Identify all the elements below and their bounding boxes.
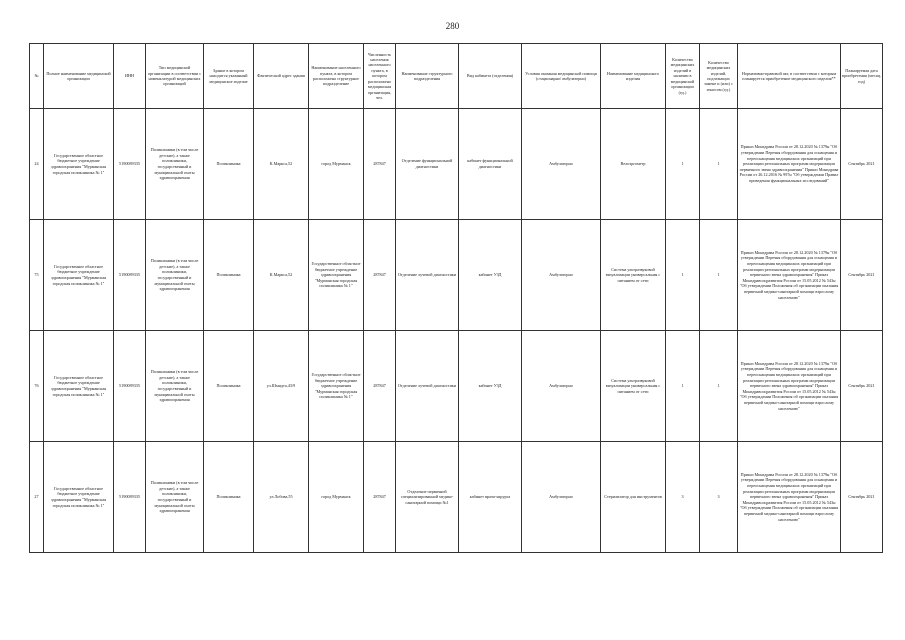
- org-name: Государственное областное бюджетное учреждение здравоохранения "Мурманская городская поликлиника № 1": [44, 442, 114, 553]
- population: 287847: [364, 109, 396, 220]
- inn: 5190089335: [114, 331, 146, 442]
- inn: 5190089335: [114, 109, 146, 220]
- normative-act: Приказ Минздрава России от 28.12.2020 № 1379н "Об утверждении Перечня оборудования для оснащения и переоснащения медицинских организаций при реализации региональных программ модернизации первичного звена здравоохранения" Приказ Минздравсоцразвития России от 15.05.2012 № 543н "Об утверждении Положения об организации оказания первичной медико-санитарной помощи взрослому населению": [738, 220, 841, 331]
- table-row: [30, 331, 883, 442]
- address: К.Маркса,52: [254, 220, 309, 331]
- header-row: [30, 44, 883, 109]
- normative-act: Приказ Минздрава России от 28.12.2020 № 1379н "Об утверждении Перечня оборудования для оснащения и переоснащения медицинских организаций при реализации региональных программ модернизации первичного звена здравоохранения" Приказ Минздравсоцразвития России от 15.05.2012 № 543н "Об утверждении Положения об организации оказания первичной медико-санитарной помощи взрослому населению": [738, 331, 841, 442]
- device-name: Система ультразвуковой визуализации универсальная с питанием от сети: [601, 220, 666, 331]
- inn: 5190089335: [114, 442, 146, 553]
- room-type: кабинет функциональной диагностики: [459, 109, 522, 220]
- header-cell: Наименование медицинского изделия: [601, 44, 666, 109]
- header-cell: Количество медицинских изделий в наличии в медицинской организации (ед.): [666, 44, 700, 109]
- header-cell: Тип медицинской организации в соответствии с номенклатурой медицинских организаций: [146, 44, 204, 109]
- population: 287847: [364, 220, 396, 331]
- row-number: 75: [30, 220, 44, 331]
- population: 287847: [364, 442, 396, 553]
- room-type: кабинет УЗД: [459, 220, 522, 331]
- room-type: кабинет врача-хирурга: [459, 442, 522, 553]
- device-name: Система ультразвуковой визуализации универсальная с питанием от сети: [601, 331, 666, 442]
- locality: город Мурманск: [309, 109, 364, 220]
- building: Поликлиника: [204, 220, 254, 331]
- unit: Отделение первичной специализированной медико-санитарной помощи №1: [396, 442, 459, 553]
- header-cell: Вид кабинета (отделения): [459, 44, 522, 109]
- conditions: Амбулаторно: [522, 220, 601, 331]
- locality: Государственное областное бюджетное учреждение здравоохранения "Мурманская городская поликлиника № 1": [309, 220, 364, 331]
- org-name: Государственное областное бюджетное учреждение здравоохранения "Мурманская городская поликлиника № 1": [44, 109, 114, 220]
- conditions: Амбулаторно: [522, 109, 601, 220]
- address: ул.Лобова,55: [254, 442, 309, 553]
- header-cell: Нормативно-правовой акт, в соответствии с которым планируется приобретение медицинского изделия**: [738, 44, 841, 109]
- header-cell: Наименование структурного подразделения: [396, 44, 459, 109]
- header-cell: Здание в котором находится указанный медицинское изделие: [204, 44, 254, 109]
- org-type: Поликлиники (в том числе детские), а также поликлиники, государственный и муниципальной охоты здравоохранения: [146, 220, 204, 331]
- header-cell: Полное наименование медицинской организации: [44, 44, 114, 109]
- replace-quantity: 1: [700, 331, 738, 442]
- unit: Отделение функциональной диагностики: [396, 109, 459, 220]
- normative-act: Приказ Минздрава России от 28.12.2020 № 1379н "Об утверждении Перечня оборудования для оснащения и переоснащения медицинских организаций при реализации региональных программ модернизации первичного звена здравоохранения" Приказ Минздравсоцразвития России от 15.05.2012 № 543н "Об утверждении Положения об организации оказания первичной медико-санитарной помощи взрослому населению": [738, 442, 841, 553]
- org-type: Поликлиники (в том числе детские), а также поликлиники, государственный и муниципальной охоты здравоохранения: [146, 442, 204, 553]
- room-type: кабинет УЗД: [459, 331, 522, 442]
- inn: 5190089335: [114, 220, 146, 331]
- normative-act: Приказ Минздрава России от 28.12.2020 № 1379н "Об утверждении Перечня оборудования для оснащения и переоснащения медицинских организаций при реализации региональных программ модернизации первичного звена здравоохранения" Приказ Минздрава России от 26.12.2016 № 997н "Об утверждении Правил проведения функциональных исследований": [738, 109, 841, 220]
- row-number: 24: [30, 109, 44, 220]
- device-name: Стерилизатор для инструментов: [601, 442, 666, 553]
- unit: Отделение лучевой диагностики: [396, 220, 459, 331]
- building: Поликлиника: [204, 331, 254, 442]
- header-cell: ИНН: [114, 44, 146, 109]
- header-cell: Фактический адрес здания: [254, 44, 309, 109]
- header-cell: Количество медицинских изделий, подлежащих замене и (или) с износом (ед.): [700, 44, 738, 109]
- row-number: 76: [30, 331, 44, 442]
- table-row: [30, 220, 883, 331]
- building: Поликлиника: [204, 442, 254, 553]
- building: Поликлиника: [204, 109, 254, 220]
- planned-date: Сентябрь 2021: [841, 331, 883, 442]
- planned-date: Сентябрь 2021: [841, 442, 883, 553]
- org-name: Государственное областное бюджетное учреждение здравоохранения "Мурманская городская поликлиника № 1": [44, 220, 114, 331]
- unit: Отделение лучевой диагностики: [396, 331, 459, 442]
- address: ул.Шмидта,43/9: [254, 331, 309, 442]
- row-number: 27: [30, 442, 44, 553]
- org-name: Государственное областное бюджетное учреждение здравоохранения "Мурманская городская поликлиника № 1": [44, 331, 114, 442]
- org-type: Поликлиники (в том числе детские), а также поликлиники, государственный и муниципальной охоты здравоохранения: [146, 109, 204, 220]
- planned-date: Сентябрь 2021: [841, 109, 883, 220]
- header-cell: Наименование населенного пункта, в котором расположена структурное подразделение: [309, 44, 364, 109]
- device-name: Велоэргометр: [601, 109, 666, 220]
- page-number: 280: [445, 21, 460, 31]
- address: К.Маркса,52: [254, 109, 309, 220]
- quantity: 1: [666, 220, 700, 331]
- planned-date: Сентябрь 2021: [841, 220, 883, 331]
- table-row: [30, 109, 883, 220]
- replace-quantity: 3: [700, 442, 738, 553]
- equipment-table: [29, 43, 883, 553]
- population: 287847: [364, 331, 396, 442]
- locality: город Мурманск: [309, 442, 364, 553]
- org-type: Поликлиники (в том числе детские), а также поликлиники, государственный и муниципальной охоты здравоохранения: [146, 331, 204, 442]
- header-cell: Планируемая дата приобретения (месяц, год): [841, 44, 883, 109]
- locality: Государственное областное бюджетное учреждение здравоохранения "Мурманская городская поликлиника № 1": [309, 331, 364, 442]
- header-cell: №: [30, 44, 44, 109]
- header-cell: Условия оказания медицинской помощи (стационарно/ амбулаторно): [522, 44, 601, 109]
- header-cell: Численность населения населенного пункта, в котором расположено медицинская организация, чел.: [364, 44, 396, 109]
- quantity: 1: [666, 109, 700, 220]
- conditions: Амбулаторно: [522, 442, 601, 553]
- quantity: 1: [666, 331, 700, 442]
- conditions: Амбулаторно: [522, 331, 601, 442]
- replace-quantity: 1: [700, 220, 738, 331]
- quantity: 3: [666, 442, 700, 553]
- table-row: [30, 442, 883, 553]
- replace-quantity: 1: [700, 109, 738, 220]
